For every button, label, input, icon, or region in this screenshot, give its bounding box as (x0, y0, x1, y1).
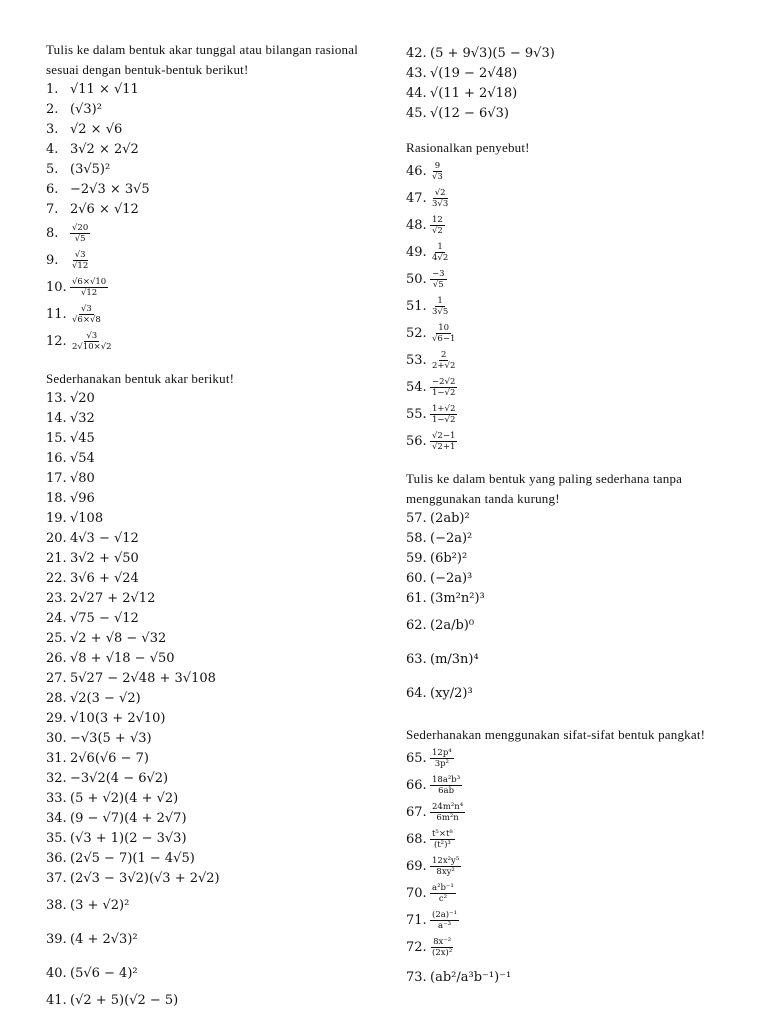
fraction-expression (430, 215, 445, 236)
exercise-number: 64. (406, 686, 427, 701)
exercise-number: 27. (46, 671, 67, 686)
exercise-item (46, 589, 376, 609)
exercise-number: 72. (406, 939, 427, 955)
exercise-item (46, 409, 376, 429)
exercise-item (46, 729, 376, 749)
exercise-number: 14. (46, 411, 67, 426)
denominator: 2+√2 (432, 361, 456, 371)
exercise-item (406, 853, 736, 880)
denominator: (t²)³ (433, 840, 451, 850)
fraction-expression (70, 250, 90, 271)
math-expression: (2a/b)⁰ (430, 618, 475, 633)
exercise-number: 17. (46, 471, 67, 486)
denominator: 3√5 (432, 307, 449, 317)
exercise-item (406, 239, 736, 266)
exercise-item (46, 749, 376, 769)
exercise-item (406, 772, 736, 799)
exercise-number: 41. (46, 993, 67, 1008)
instruction-5: Sederhanakan menggunakan sifat-sifat bentuk pangkat! (406, 727, 706, 742)
math-expression: (m/3n)⁴ (430, 652, 479, 667)
exercise-number: 5. (46, 162, 59, 177)
exercise-number: 58. (406, 531, 427, 546)
math-expression: (2√5 − 7)(1 − 4√5) (70, 851, 195, 866)
exercise-number: 29. (46, 711, 67, 726)
exercise-item (46, 889, 376, 923)
numerator: 12 (432, 215, 443, 225)
denominator: a⁻³ (438, 921, 451, 931)
exercise-number: 20. (46, 531, 67, 546)
math-expression: √54 (70, 451, 95, 466)
math-expression: (9 − √7)(4 + 2√7) (70, 811, 187, 826)
math-expression: √2 × √6 (70, 122, 123, 137)
exercise-number: 49. (406, 244, 427, 260)
exercise-item (406, 347, 736, 374)
fraction-expression (70, 331, 114, 352)
exercise-number: 35. (46, 831, 67, 846)
fraction-expression (430, 748, 454, 769)
exercise-item (46, 629, 376, 649)
exercise-item (46, 389, 376, 409)
numerator: √3 (80, 304, 92, 314)
exercise-item (46, 180, 376, 200)
exercise-number: 12. (46, 333, 67, 349)
exercise-number: 52. (406, 325, 427, 341)
math-expression: (√3 + 1)(2 − 3√3) (70, 831, 187, 846)
exercise-list-3 (406, 44, 736, 124)
numerator: 1+√2 (432, 404, 456, 414)
exercise-item (46, 489, 376, 509)
exercise-number: 53. (406, 352, 427, 368)
exercise-number: 25. (46, 631, 67, 646)
exercise-number: 71. (406, 912, 427, 928)
numerator: 9 (434, 161, 441, 171)
math-expression: 2√27 + 2√12 (70, 591, 156, 606)
exercise-item (46, 80, 376, 100)
exercise-item (406, 185, 736, 212)
exercise-number: 69. (406, 858, 427, 874)
numerator: 12p⁴ (432, 748, 452, 758)
math-expression: (√3)² (70, 102, 102, 117)
denominator: √5 (74, 234, 86, 244)
denominator: √12 (80, 288, 98, 298)
exercise-number: 24. (46, 611, 67, 626)
denominator: 6ab (438, 786, 455, 796)
math-expression: √(19 − 2√48) (430, 66, 518, 81)
fraction-expression (430, 802, 465, 823)
exercise-number: 68. (406, 831, 427, 847)
denominator: 1−√2 (432, 415, 456, 425)
numerator: a²b⁻¹ (432, 883, 454, 893)
exercise-number: 61. (406, 591, 427, 606)
exercise-number: 21. (46, 551, 67, 566)
fraction-expression (430, 883, 456, 904)
exercise-item (46, 769, 376, 789)
exercise-number: 70. (406, 885, 427, 901)
exercise-item (46, 789, 376, 809)
exercise-number: 28. (46, 691, 67, 706)
denominator: √6×√8 (72, 315, 101, 325)
fraction-expression (430, 377, 457, 398)
fraction-expression (430, 269, 447, 290)
exercise-number: 7. (46, 202, 59, 217)
numerator: √2−1 (432, 431, 456, 441)
math-expression: (2√3 − 3√2)(√3 + 2√2) (70, 871, 220, 886)
exercise-number: 23. (46, 591, 67, 606)
denominator: √6−1 (432, 334, 456, 344)
exercise-number: 6. (46, 182, 59, 197)
exercise-list-2 (46, 389, 376, 1011)
numerator: 8x⁻² (433, 937, 452, 947)
denominator: √12 (72, 261, 89, 271)
numerator: −2√2 (432, 377, 456, 387)
fraction-expression (430, 856, 461, 877)
fraction-expression (70, 277, 108, 298)
exercise-item (46, 923, 376, 957)
exercise-number: 9. (46, 252, 59, 268)
exercise-number: 2. (46, 102, 59, 117)
math-expression: √8 + √18 − √50 (70, 651, 175, 666)
exercise-item (406, 84, 736, 104)
exercise-item (406, 549, 736, 569)
exercise-number: 46. (406, 163, 427, 179)
instruction-4: Tulis ke dalam bentuk yang paling sederhana tanpa menggunakan tanda kurung! (406, 471, 683, 506)
exercise-item (406, 509, 736, 529)
exercise-number: 40. (46, 966, 67, 981)
exercise-item (46, 469, 376, 489)
math-expression: (√2 + 5)(√2 − 5) (70, 993, 179, 1008)
exercise-number: 32. (46, 771, 67, 786)
exercise-item (46, 509, 376, 529)
exercise-number: 31. (46, 751, 67, 766)
numerator: 10 (438, 323, 450, 333)
exercise-number: 16. (46, 451, 67, 466)
math-expression: (3√5)² (70, 162, 111, 177)
denominator: 3√3 (432, 199, 449, 209)
exercise-item (406, 643, 736, 677)
exercise-item (406, 401, 736, 428)
math-expression: 5√27 − 2√48 + 3√108 (70, 671, 216, 686)
exercise-item (406, 799, 736, 826)
exercise-item (46, 609, 376, 629)
exercise-number: 37. (46, 871, 67, 886)
exercise-number: 1. (46, 82, 59, 97)
exercise-number: 42. (406, 46, 427, 61)
exercise-item (46, 100, 376, 120)
math-expression: (5 + √2)(4 + √2) (70, 791, 179, 806)
exercise-item (406, 880, 736, 907)
math-expression: √2(3 − √2) (70, 691, 141, 706)
numerator: 1 (437, 242, 443, 252)
exercise-number: 55. (406, 406, 427, 422)
exercise-item (46, 120, 376, 140)
fraction-expression (70, 304, 103, 325)
exercise-number: 62. (406, 618, 427, 633)
math-expression: 2√6 × √12 (70, 202, 139, 217)
exercise-number: 60. (406, 571, 427, 586)
math-expression: −2√3 × 3√5 (70, 182, 150, 197)
exercise-number: 19. (46, 511, 67, 526)
math-expression: (6b²)² (430, 551, 468, 566)
exercise-item (46, 991, 376, 1011)
exercise-number: 33. (46, 791, 67, 806)
exercise-number: 10. (46, 279, 67, 295)
math-expression: √(11 + 2√18) (430, 86, 518, 101)
math-expression: (−2a)² (430, 531, 473, 546)
exercise-number: 38. (46, 898, 67, 913)
denominator: 4√2 (432, 253, 449, 263)
exercise-number: 59. (406, 551, 427, 566)
fraction-expression (430, 775, 462, 796)
left-column (46, 40, 376, 1011)
exercise-item (46, 247, 376, 274)
exercise-item (46, 301, 376, 328)
exercise-item (46, 529, 376, 549)
exercise-number: 15. (46, 431, 67, 446)
math-expression: (3 + √2)² (70, 898, 130, 913)
exercise-item (46, 569, 376, 589)
math-expression: √20 (70, 391, 95, 406)
exercise-number: 26. (46, 651, 67, 666)
exercise-number: 11. (46, 306, 67, 322)
exercise-item (46, 649, 376, 669)
math-expression: (2ab)² (430, 511, 470, 526)
exercise-number: 65. (406, 750, 427, 766)
exercise-item (46, 140, 376, 160)
denominator: 1−√2 (432, 388, 456, 398)
numerator: (2a)⁻¹ (432, 910, 458, 920)
denominator: √3 (432, 172, 443, 182)
exercise-number: 3. (46, 122, 59, 137)
math-expression: (xy/2)³ (430, 686, 473, 701)
math-expression: √2 + √8 − √32 (70, 631, 167, 646)
math-expression: 3√6 + √24 (70, 571, 139, 586)
instruction-3: Rasionalkan penyebut! (406, 140, 530, 155)
exercise-number: 30. (46, 731, 67, 746)
exercise-item (406, 158, 736, 185)
exercise-number: 36. (46, 851, 67, 866)
exercise-item (46, 549, 376, 569)
exercise-item (406, 428, 736, 455)
math-expression: 4√3 − √12 (70, 531, 139, 546)
exercise-item (46, 669, 376, 689)
exercise-item (46, 849, 376, 869)
fraction-expression (430, 829, 455, 850)
math-expression: (3m²n²)³ (430, 591, 485, 606)
fraction-expression (70, 223, 90, 244)
math-expression: 3√2 × 2√2 (70, 142, 139, 157)
math-expression: √(12 − 6√3) (430, 106, 509, 121)
numerator: 2 (440, 350, 447, 360)
exercise-item (46, 429, 376, 449)
exercise-number: 54. (406, 379, 427, 395)
exercise-list-1 (46, 80, 376, 355)
exercise-number: 51. (406, 298, 427, 314)
denominator: √2+1 (432, 442, 456, 452)
numerator: √6×√10 (72, 277, 107, 287)
exercise-item (46, 200, 376, 220)
math-expression: √75 − √12 (70, 611, 139, 626)
exercise-number: 22. (46, 571, 67, 586)
fraction-expression (430, 323, 457, 344)
denominator: c² (438, 894, 447, 904)
math-expression: √32 (70, 411, 95, 426)
exercise-item (406, 961, 736, 995)
exercise-item (406, 826, 736, 853)
numerator: √3 (86, 331, 98, 341)
exercise-number: 48. (406, 217, 427, 233)
numerator: −3 (432, 269, 445, 279)
exercise-item (46, 274, 376, 301)
exercise-item (406, 266, 736, 293)
exercise-number: 4. (46, 142, 59, 157)
exercise-number: 43. (406, 66, 427, 81)
exercise-item (406, 569, 736, 589)
exercise-item (46, 709, 376, 729)
exercise-item (406, 64, 736, 84)
numerator: 1 (437, 296, 443, 306)
math-expression: √108 (70, 511, 104, 526)
exercise-number: 45. (406, 106, 427, 121)
numerator: √3 (74, 250, 86, 260)
exercise-item (46, 869, 376, 889)
exercise-number: 50. (406, 271, 427, 287)
math-expression: √45 (70, 431, 95, 446)
denominator: 3p² (434, 759, 449, 769)
exercise-number: 67. (406, 804, 427, 820)
exercise-number: 13. (46, 391, 67, 406)
instruction-2: Sederhanakan bentuk akar berikut! (46, 371, 235, 386)
exercise-number: 56. (406, 433, 427, 449)
math-expression: (ab²/a³b⁻¹)⁻¹ (430, 970, 512, 985)
exercise-number: 47. (406, 190, 427, 206)
exercise-item (46, 957, 376, 991)
numerator: √20 (72, 223, 89, 233)
fraction-expression (430, 296, 450, 317)
denominator: 6m²n (436, 813, 459, 823)
exercise-number: 44. (406, 86, 427, 101)
exercise-item (46, 449, 376, 469)
exercise-item (406, 212, 736, 239)
fraction-expression (430, 431, 457, 452)
exercise-item (406, 44, 736, 64)
exercise-item (406, 745, 736, 772)
right-column (406, 44, 736, 995)
exercise-item (406, 589, 736, 609)
fraction-expression (430, 350, 457, 371)
exercise-number: 39. (46, 932, 67, 947)
exercise-item (406, 907, 736, 934)
exercise-number: 34. (46, 811, 67, 826)
exercise-item (406, 677, 736, 711)
math-expression: (5 + 9√3)(5 − 9√3) (430, 46, 555, 61)
numerator: 12x²y⁵ (432, 856, 460, 866)
exercise-number: 66. (406, 777, 427, 793)
math-expression: 3√2 + √50 (70, 551, 139, 566)
fraction-expression (430, 404, 457, 425)
math-expression: (5√6 − 4)² (70, 966, 138, 981)
exercise-list-5 (406, 509, 736, 711)
instruction-1: Tulis ke dalam bentuk akar tunggal atau bilangan rasional sesuai dengan bentuk-bentuk berikut! (46, 42, 359, 77)
fraction-expression (430, 242, 450, 263)
numerator: √2 (434, 188, 446, 198)
math-expression: √10(3 + 2√10) (70, 711, 166, 726)
exercise-item (46, 160, 376, 180)
exercise-item (46, 328, 376, 355)
numerator: t⁵×t⁸ (432, 829, 453, 839)
math-expression: (4 + 2√3)² (70, 932, 138, 947)
math-expression: √96 (70, 491, 95, 506)
denominator: 2√10×√2 (72, 342, 112, 352)
exercise-item (46, 809, 376, 829)
denominator: (2x)² (432, 948, 453, 958)
exercise-item (46, 829, 376, 849)
denominator: 8xy² (436, 867, 455, 877)
math-expression: 2√6(√6 − 7) (70, 751, 149, 766)
fraction-expression (430, 910, 459, 931)
denominator: √2 (432, 226, 443, 236)
numerator: 24m²n⁴ (432, 802, 464, 812)
exercise-item (406, 320, 736, 347)
exercise-number: 8. (46, 225, 59, 241)
exercise-number: 18. (46, 491, 67, 506)
exercise-list-6 (406, 745, 736, 995)
exercise-item (46, 220, 376, 247)
denominator: √5 (432, 280, 444, 290)
fraction-expression (430, 937, 454, 958)
fraction-expression (430, 161, 445, 182)
exercise-item (406, 609, 736, 643)
math-expression: −√3(5 + √3) (70, 731, 152, 746)
exercise-item (406, 529, 736, 549)
math-expression: √80 (70, 471, 95, 486)
exercise-item (406, 934, 736, 961)
exercise-number: 63. (406, 652, 427, 667)
math-expression: √11 × √11 (70, 82, 139, 97)
exercise-item (406, 104, 736, 124)
exercise-item (406, 293, 736, 320)
exercise-item (46, 689, 376, 709)
math-expression: −3√2(4 − 6√2) (70, 771, 169, 786)
fraction-expression (430, 188, 450, 209)
exercise-number: 73. (406, 970, 427, 985)
math-expression: (−2a)³ (430, 571, 473, 586)
numerator: 18a²b³ (432, 775, 461, 785)
exercise-number: 57. (406, 511, 427, 526)
exercise-list-4 (406, 158, 736, 455)
exercise-item (406, 374, 736, 401)
